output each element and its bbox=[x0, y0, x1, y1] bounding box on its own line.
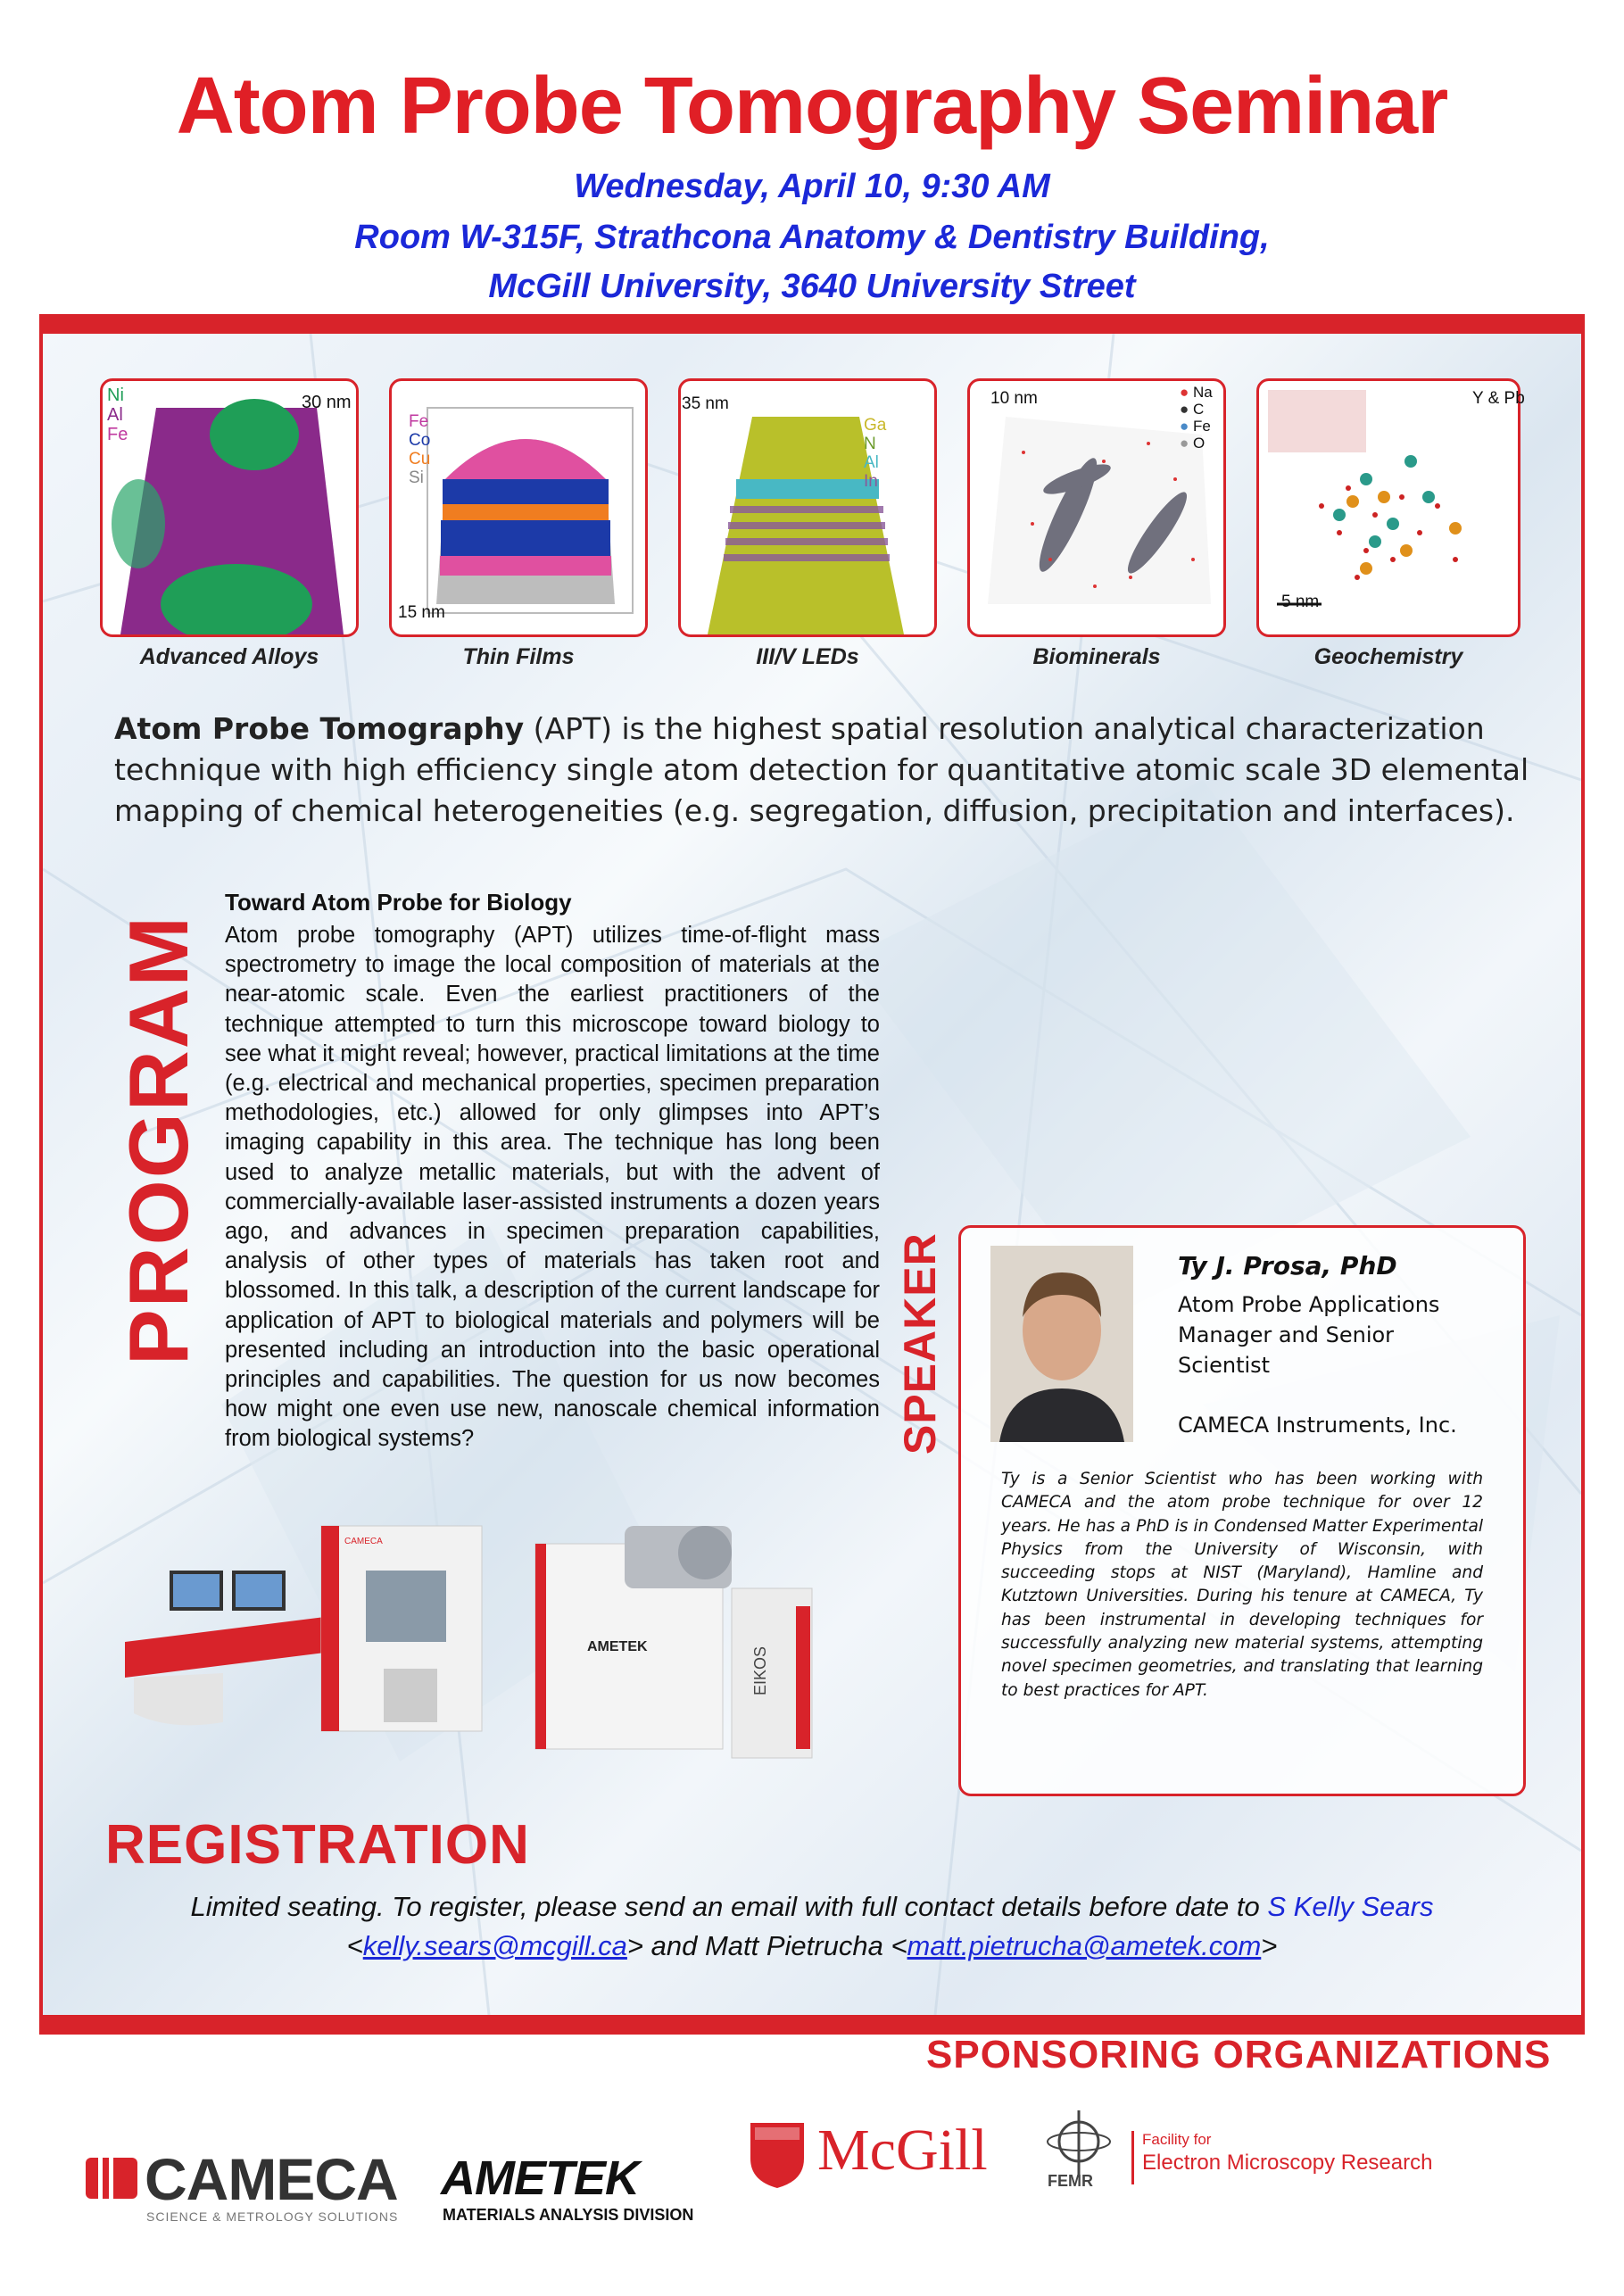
svg-text:CAMECA: CAMECA bbox=[344, 1537, 383, 1546]
cameca-logo: CAMECA SCIENCE & METROLOGY SOLUTIONS bbox=[86, 2145, 416, 2226]
page-title: Atom Probe Tomography Seminar bbox=[176, 62, 1448, 151]
apt-description bbox=[114, 709, 1542, 832]
scale-thin-films: 15 nm bbox=[398, 603, 445, 622]
scale-leds: 35 nm bbox=[682, 394, 729, 413]
apt-description-text: (APT) is the highest spatial resolution analytical characterization technique with high efficiency single atom detection for quantitative atomic scale 3D elemental mapping of chemical heterogeneities (e.g. segregation, diffusion, precipitation and interfaces). bbox=[114, 711, 1529, 828]
scale-alloys: 30 nm bbox=[302, 393, 352, 412]
svg-text:AMETEK: AMETEK bbox=[587, 1639, 648, 1654]
email-link-matt[interactable]: matt.pietrucha@ametek.com bbox=[907, 1930, 1262, 1961]
apt-term: Atom Probe Tomography bbox=[114, 711, 525, 746]
speaker-organization: CAMECA Instruments, Inc. bbox=[1178, 1413, 1457, 1438]
talk-title: Toward Atom Probe for Biology bbox=[225, 889, 572, 916]
event-address: McGill University, 3640 University Street bbox=[488, 268, 1136, 305]
caption-biominerals: Biominerals bbox=[1032, 644, 1161, 669]
event-date: Wednesday, April 10, 9:30 AM bbox=[574, 168, 1050, 205]
scale-biominerals: 10 nm bbox=[990, 389, 1038, 408]
mcgill-logo: McGill bbox=[746, 2115, 1049, 2213]
legend-leds: Ga N Al In bbox=[864, 416, 887, 491]
caption-leds: III/V LEDs bbox=[756, 644, 859, 669]
instrument-image-right bbox=[526, 1508, 821, 1767]
legend-alloys: Ni Al Fe bbox=[107, 385, 128, 444]
panel-iii-v-leds bbox=[678, 378, 937, 637]
svg-text:EIKOS: EIKOS bbox=[751, 1645, 769, 1695]
scale-geochemistry: 5 nm bbox=[1281, 593, 1320, 611]
contact-name-kelly[interactable]: S Kelly Sears bbox=[1267, 1891, 1434, 1922]
caption-geochemistry: Geochemistry bbox=[1313, 644, 1463, 669]
speaker-photo bbox=[990, 1246, 1133, 1442]
registration-text: Limited seating. To register, please send an email with full contact details before date to S Kelly Sears <kelly.sears@mcgill.ca> and Matt Pietrucha <matt.pietrucha@ametek.com> bbox=[190, 1891, 1434, 1961]
legend-thin-films: Fe Co Cu Si bbox=[409, 412, 431, 487]
legend-geochemistry: Y & Pb bbox=[1472, 389, 1525, 408]
sponsors-label: SPONSORING ORGANIZATIONS bbox=[926, 2033, 1552, 2076]
legend-biominerals: ● Na ● C ● Fe ● O bbox=[1180, 384, 1213, 452]
femr-logo: FEMR Facility for Electron Microscopy Research bbox=[1039, 2106, 1520, 2204]
panel-advanced-alloys bbox=[100, 378, 359, 637]
ametek-logo: AMETEK MATERIALS ANALYSIS DIVISION bbox=[441, 2151, 694, 2224]
event-room: Room W-315F, Strathcona Anatomy & Dentistry Building, bbox=[354, 219, 1270, 256]
speaker-label: SPEAKER bbox=[895, 1232, 945, 1455]
speaker-role: Atom Probe Applications Manager and Senior Scientist bbox=[1178, 1292, 1440, 1378]
caption-advanced-alloys: Advanced Alloys bbox=[139, 644, 319, 669]
email-link-kelly[interactable]: kelly.sears@mcgill.ca bbox=[362, 1930, 627, 1961]
caption-thin-films: Thin Films bbox=[462, 644, 575, 669]
program-label: PROGRAM bbox=[112, 915, 205, 1365]
instrument-image-left bbox=[116, 1508, 491, 1740]
speaker-name: Ty J. Prosa, PhD bbox=[1178, 1251, 1397, 1281]
talk-abstract: Atom probe tomography (APT) utilizes time-of-flight mass spectrometry to image the local composition of materials at the near-atomic scale. Even the earliest practitioners of the technique attempted to turn this microscope toward biology to see what it might reveal; however, practical limitations at the time (e.g. electrical and mechanical properties, specimen preparation methodologies, etc.) allowed for only glimpses into APT’s imaging capability in this area. The technique has long been used to analyze metallic materials, but with the advent of commercially-available laser-assisted instruments a dozen years ago, and advances in specimen preparation capabilities, analysis of other types of materials has taken root and blossomed. In this talk, a description of the current landscape for application of APT to biological materials and polymers will be presented including an introduction into the basic operational principles and capabilities. The question for us now becomes how might one even use new, nanoscale chemical information from biological systems? bbox=[225, 923, 880, 1452]
registration-label: REGISTRATION bbox=[105, 1814, 530, 1876]
speaker-bio: Ty is a Senior Scientist who has been working with CAMECA and the atom probe technique for over 12 years. He has a PhD is in Condensed Matter Experimental Physics from the University of Wisconsin, with succeeding stops at NIST (Maryland), Hamline and Kutztown Universities. During his tenure at CAMECA, Ty has been instrumental in developing techniques for successfully analyzing new material systems, attempting novel specimen geometries, and translating that learning to best practices for APT. bbox=[1001, 1470, 1483, 1700]
